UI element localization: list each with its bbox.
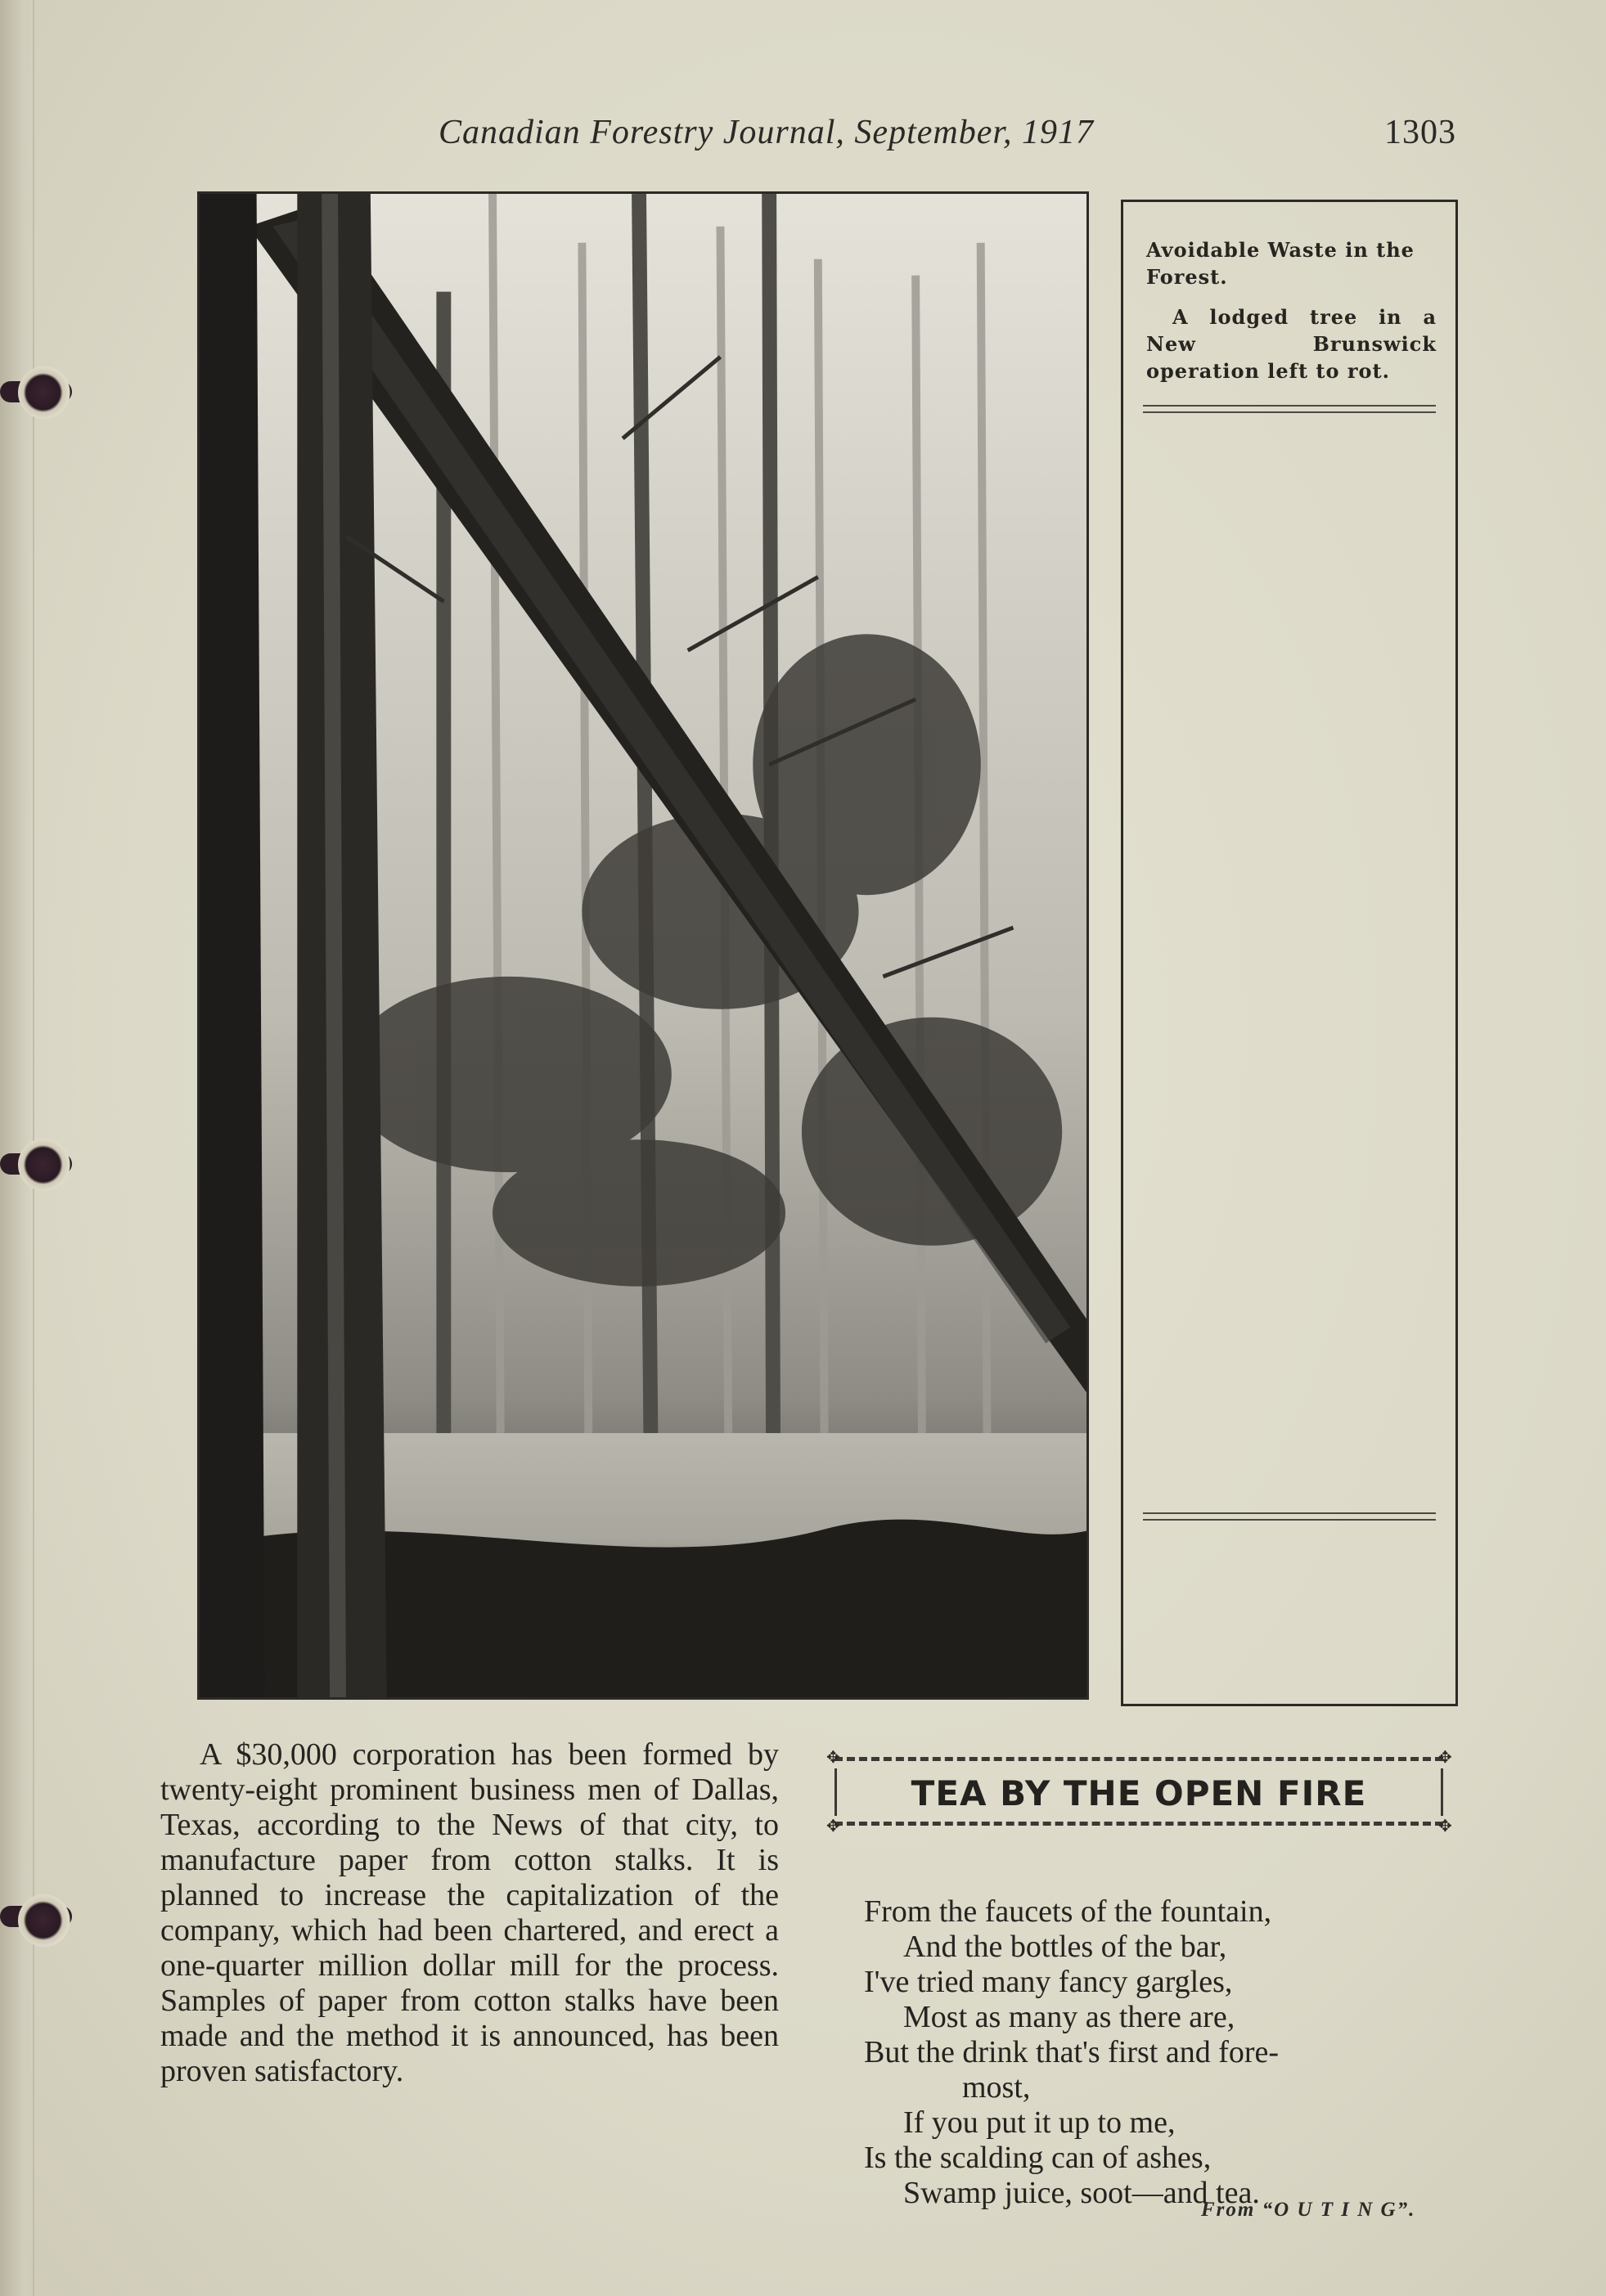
binding-hole (18, 1139, 70, 1191)
frame-rule-top (834, 1757, 1443, 1761)
caption-rule-top (1143, 405, 1436, 413)
poem-line: But the drink that's first and fore- (864, 2035, 1280, 2069)
poem-line: From the faucets of the fountain, (864, 1894, 1272, 1929)
poem-credit: From “O U T I N G”. (1201, 2199, 1416, 2221)
poem-title-frame (825, 1747, 1453, 1835)
caption-title: Avoidable Waste in the Forest. (1146, 238, 1415, 289)
poem-line: Swamp juice, soot—and tea. (903, 2176, 1260, 2210)
caption-body: A lodged tree in a New Brunswick operation left to rot. (1146, 305, 1437, 383)
frame-corner-ornament-icon: ✥ (1438, 1747, 1452, 1767)
cotton-paper-article: A $30,000 corporation has been formed by twenty-eight prominent business men of Dallas, Texas, according to the News of that city, to manufacture paper from cotton stalks. It is planned to increase the capitalization of the company, which had been chartered, and erect a one-quarter million dollar mill for the process. Samples of paper from cotton stalks have been made and the method it is announced, has been proven satisfactory. (160, 1737, 779, 2088)
photo-caption-box (1121, 200, 1458, 1706)
caption-rule-bottom (1143, 1512, 1436, 1521)
forest-photograph (197, 191, 1089, 1700)
poem-line: And the bottles of the bar, (903, 1930, 1227, 1964)
frame-corner-ornament-icon: ✥ (826, 1747, 840, 1767)
poem-line: most, (962, 2070, 1031, 2105)
frame-corner-ornament-icon: ✥ (1438, 1816, 1452, 1835)
poem-title: TEA BY THE OPEN FIRE (911, 1773, 1367, 1813)
frame-rule-bottom (834, 1822, 1443, 1826)
running-head: Canadian Forestry Journal, September, 1917 (439, 114, 1095, 151)
lodged-tree-photo-image (200, 194, 1086, 1697)
poem-line: Is the scalding can of ashes, (864, 2141, 1212, 2175)
poem-body (864, 1894, 1453, 2211)
frame-corner-ornament-icon: ✥ (826, 1816, 840, 1835)
page-number: 1303 (1384, 114, 1456, 151)
poem-line: I've tried many fancy gargles, (864, 1965, 1233, 1999)
binding-hole (18, 366, 70, 419)
binding-hole (18, 1894, 70, 1947)
poem-line: If you put it up to me, (903, 2105, 1176, 2140)
poem-line: Most as many as there are, (903, 2000, 1235, 2034)
